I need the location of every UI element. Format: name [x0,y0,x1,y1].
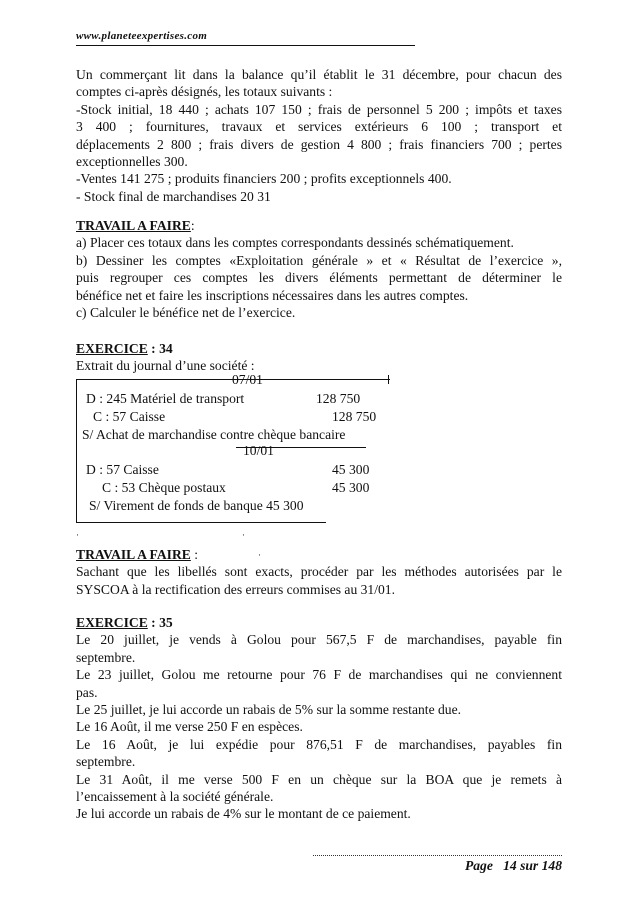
text-line: -Ventes 141 275 ; produits financiers 200 ; profits exceptionnels 400. [76,171,452,187]
stray-dot: · [258,550,261,560]
exercise-34 [76,340,562,375]
text-line: Sachant que les libellés sont exacts, procéder par les méthodes autorisées par le [76,564,562,580]
text-line: - Stock final de marchandises 20 31 [76,188,271,204]
journal-label: S/ Achat de marchandise contre chèque bancaire [82,427,346,442]
text-line: c) Calculer le bénéfice net de l’exercice. [76,305,296,321]
journal-left-rule [76,379,77,522]
header-url: www.planeteexpertises.com [76,30,208,42]
journal-amount: 45 300 [332,462,370,477]
section-heading: TRAVAIL A FAIRE: [76,218,195,233]
text-line: Je lui accorde un rabais de 4% sur le montant de ce paiement. [76,806,411,822]
section-heading: EXERCICE : 34 [76,341,173,356]
travail-section-1 [76,217,562,321]
journal-amount: 45 300 [332,480,370,495]
journal-amount: 128 750 [332,409,377,424]
text-line: SYSCOA à la rectification des erreurs commises au 31/01. [76,581,396,597]
text-line: Le 31 Août, il me verse 500 F en un chèque sur la BOA que je remets à [76,771,562,787]
text-line: bénéfice net et faire les inscriptions nécessaires dans les autres comptes. [76,287,469,303]
text-line: Le 25 juillet, je lui accorde un rabais de 5% sur la somme restante due. [76,702,462,718]
journal-label: S/ Virement de fonds de banque 45 300 [89,498,304,513]
text-line: Le 16 Août, je lui expédie pour 876,51 F de marchandises, payables fin [76,736,562,752]
text-line: Le 23 juillet, Golou me retourne pour 76 F de marchandises qui ne conviennent [76,667,562,683]
footer-rule [313,855,562,856]
travail-section-2 [76,546,562,598]
intro-paragraph [76,66,562,205]
journal-corner-tick [388,375,389,384]
text-line: a) Placer ces totaux dans les comptes correspondants dessinés schématiquement. [76,235,514,251]
text-line: déplacements 2 800 ; frais divers de gestion 4 800 ; frais financiers 700 ; pertes [76,136,562,152]
section-heading: TRAVAIL A FAIRE : [76,547,199,562]
text-line: septembre. [76,754,136,770]
stray-dot: · [76,530,79,540]
journal-credit: C : 53 Chèque postaux [102,480,226,495]
page-number: Page 14 sur 148 [464,858,562,873]
text-line: -Stock initial, 18 440 ; achats 107 150 ; frais de personnel 5 200 ; impôts et taxes [76,101,562,117]
text-line: comptes ci-après désignés, les totaux suivants : [76,84,333,100]
text-line: Un commerçant lit dans la balance qu’il établit le 31 décembre, pour chacun des [76,67,562,82]
journal-box [76,372,390,523]
journal-debit: D : 57 Caisse [86,462,159,477]
text-line: Extrait du journal d’une société : [76,358,255,374]
journal-date: 07/01 [232,372,263,387]
text-line: 3 400 ; fournitures, travaux et services extérieurs 6 100 ; transport et [76,119,562,135]
journal-credit: C : 57 Caisse [93,409,166,424]
journal-bottom-rule [76,522,326,523]
text-line: septembre. [76,649,136,665]
header-rule [76,45,415,46]
text-line: pas. [76,684,98,700]
text-line: Le 16 Août, il me verse 250 F en espèces. [76,719,303,735]
journal-amount: 128 750 [316,391,361,406]
stray-dot: · [242,530,245,540]
text-line: b) Dessiner les comptes «Exploitation générale » et « Résultat de l’exercice », [76,252,562,268]
journal-debit: D : 245 Matériel de transport [86,391,245,406]
text-line: l’encaissement à la société générale. [76,789,274,805]
text-line: Le 20 juillet, je vends à Golou pour 567,5 F de marchandises, payable fin [76,632,562,648]
section-heading: EXERCICE : 35 [76,615,173,630]
exercise-35 [76,614,562,823]
text-line: exceptionnelles 300. [76,154,188,170]
text-line: puis regrouper ces comptes les divers éléments permettant de déterminer le [76,270,562,286]
journal-date: 10/01 [243,443,274,458]
